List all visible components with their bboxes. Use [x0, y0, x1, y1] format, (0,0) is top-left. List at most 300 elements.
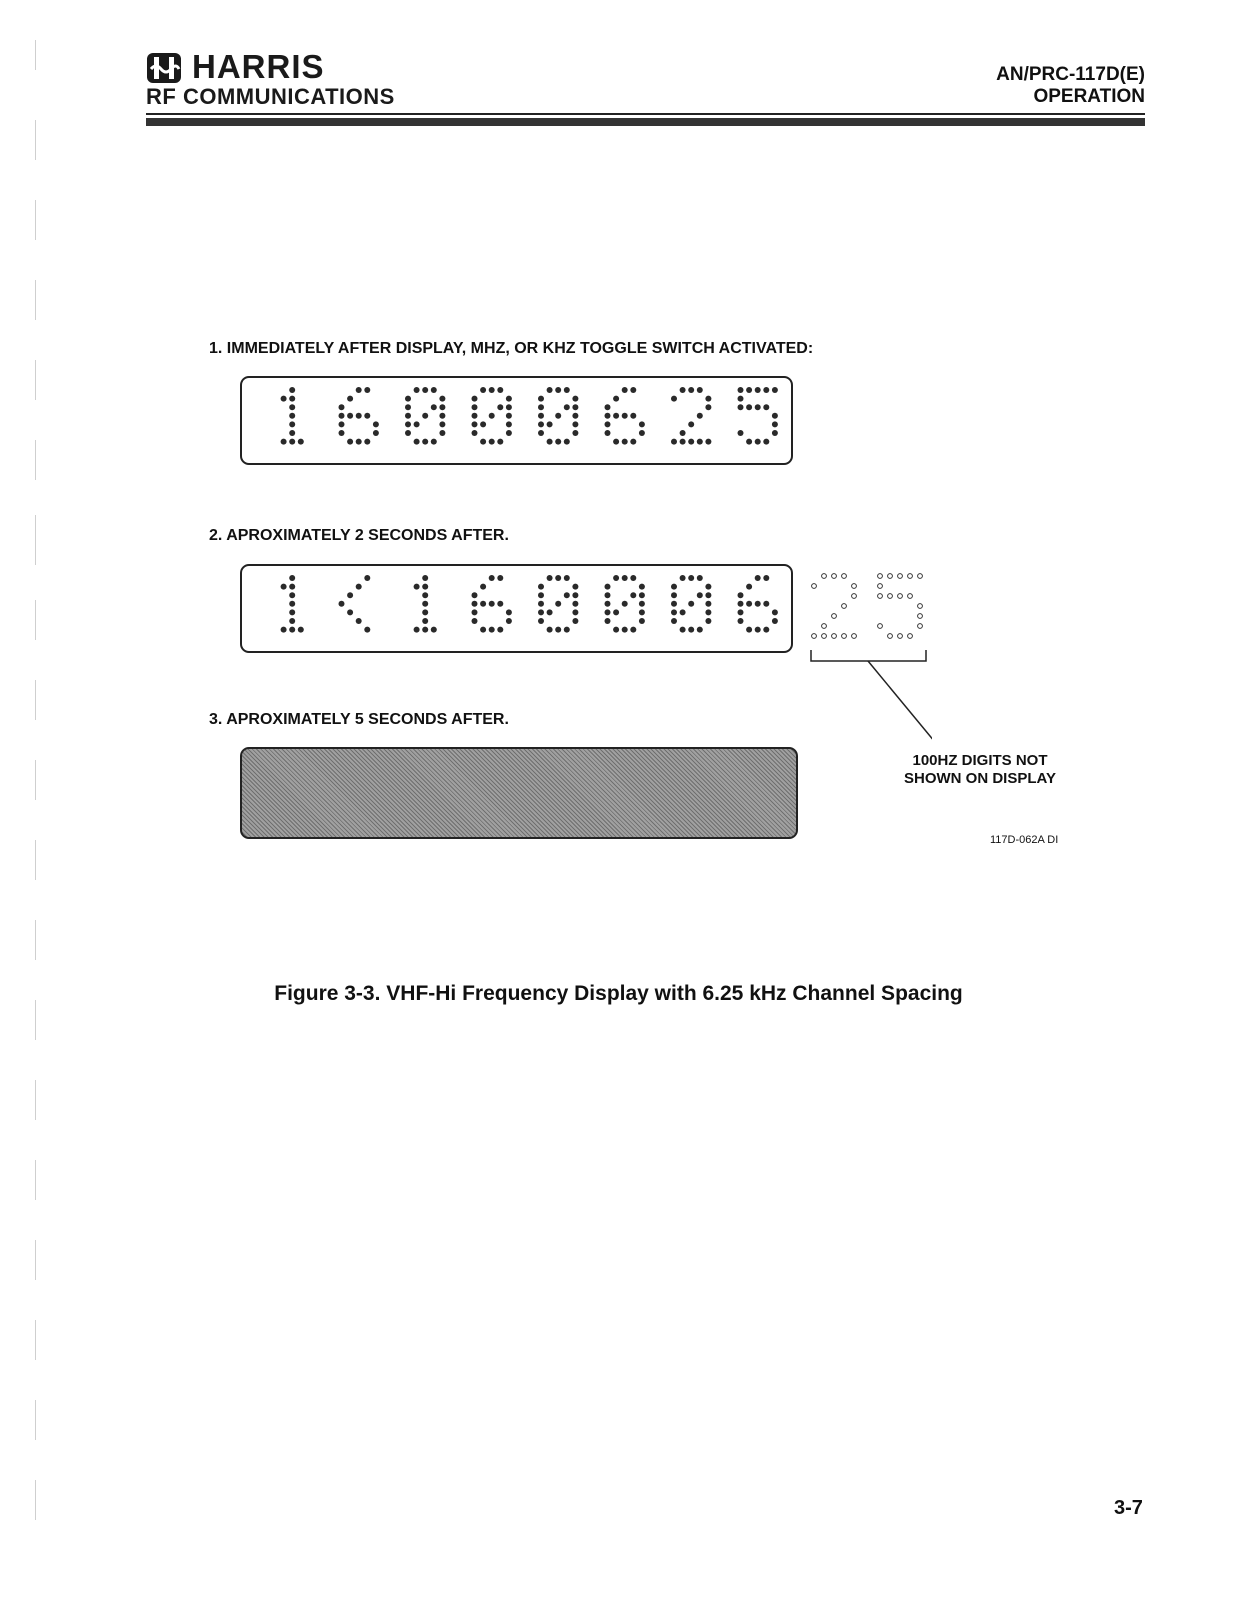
display-dot: [281, 396, 287, 402]
display-dot: [373, 421, 379, 427]
display-char-1: [414, 575, 437, 633]
display-dot: [697, 387, 703, 393]
display-dot: [547, 421, 553, 427]
callout-note-line-2: SHOWN ON DISPLAY: [904, 770, 1056, 787]
display-dot: [908, 574, 913, 579]
display-dot: [364, 627, 370, 633]
display-dot: [738, 387, 744, 393]
display-dot: [763, 601, 769, 607]
display-dot: [878, 624, 883, 629]
display-dot: [772, 609, 778, 615]
display-dot: [289, 627, 295, 633]
display-dot: [538, 601, 544, 607]
display-dot: [564, 627, 570, 633]
hidden-digits-readout: [808, 568, 936, 648]
display-dot: [705, 592, 711, 598]
display-dot: [613, 609, 619, 615]
display-dot: [555, 627, 561, 633]
display-dot: [680, 430, 686, 436]
display-dot: [697, 439, 703, 445]
company-logo: [146, 48, 436, 112]
display-dot: [414, 421, 420, 427]
display-dot: [852, 634, 857, 639]
display-dot: [878, 574, 883, 579]
display-dot: [605, 609, 611, 615]
display-dot: [680, 387, 686, 393]
display-dot: [480, 601, 486, 607]
display-dot: [497, 387, 503, 393]
display-dot: [497, 404, 503, 410]
display-dot: [572, 430, 578, 436]
display-dot: [688, 387, 694, 393]
display-dot: [538, 421, 544, 427]
display-dot: [605, 413, 611, 419]
display-dot: [497, 627, 503, 633]
display-dot: [497, 439, 503, 445]
display-dot: [289, 421, 295, 427]
display-dot: [842, 574, 847, 579]
display-char-1: [281, 387, 304, 445]
display-dot: [812, 584, 817, 589]
display-dot: [572, 609, 578, 615]
margin-mark: [35, 515, 36, 565]
display-dot: [572, 584, 578, 590]
display-dot: [852, 594, 857, 599]
display-dot: [630, 387, 636, 393]
display-dot: [347, 592, 353, 598]
display-dot: [639, 592, 645, 598]
display-dot: [755, 387, 761, 393]
display-dot: [888, 634, 893, 639]
margin-mark: [35, 440, 36, 480]
display-dot: [555, 413, 561, 419]
step-2-label: 2. APROXIMATELY 2 SECONDS AFTER.: [209, 527, 509, 544]
display-dot: [763, 387, 769, 393]
display-dot: [842, 604, 847, 609]
display-dot: [339, 413, 345, 419]
display-dot: [755, 404, 761, 410]
display-dot: [738, 609, 744, 615]
display-dot: [364, 413, 370, 419]
display-char-2: [671, 387, 711, 445]
display-dot: [772, 421, 778, 427]
display-dot: [538, 592, 544, 598]
company-division: RF COMMUNICATIONS: [146, 84, 395, 109]
display-dot: [763, 627, 769, 633]
display-dot: [680, 627, 686, 633]
display-dot: [822, 574, 827, 579]
display-dot: [705, 601, 711, 607]
display-dot: [572, 396, 578, 402]
display-dot: [405, 413, 411, 419]
display-dot: [898, 574, 903, 579]
display-dot: [738, 404, 744, 410]
display-dot: [705, 396, 711, 402]
display-dot: [289, 584, 295, 590]
display-dot: [688, 575, 694, 581]
display-dot: [347, 413, 353, 419]
display-dot: [506, 430, 512, 436]
display-dot: [613, 396, 619, 402]
display-dot: [671, 609, 677, 615]
display-dot: [738, 601, 744, 607]
display-dot: [489, 575, 495, 581]
lcd-display-step-1: [240, 376, 793, 465]
display-dot: [356, 413, 362, 419]
display-dot: [497, 575, 503, 581]
display-dot: [538, 404, 544, 410]
display-dot: [422, 575, 428, 581]
display-dot: [289, 575, 295, 581]
display-dot: [918, 624, 923, 629]
display-dot: [918, 614, 923, 619]
display-dot: [639, 601, 645, 607]
display-dot: [538, 396, 544, 402]
display-dot: [878, 594, 883, 599]
display-dot: [688, 601, 694, 607]
display-dot: [289, 439, 295, 445]
display-dot: [489, 413, 495, 419]
display-dot: [572, 618, 578, 624]
display-dot: [547, 387, 553, 393]
display-dot: [705, 584, 711, 590]
display-char-6: [472, 575, 512, 633]
header-rule-thick: [146, 118, 1145, 126]
display-dot: [671, 439, 677, 445]
display-dot: [439, 404, 445, 410]
display-dot: [746, 627, 752, 633]
display-dot: [506, 609, 512, 615]
display-dot: [639, 618, 645, 624]
display-dot: [697, 413, 703, 419]
display-dot: [671, 584, 677, 590]
display-dot: [605, 618, 611, 624]
margin-mark: [35, 840, 36, 880]
figure-caption: Figure 3-3. VHF-Hi Frequency Display with 6.25 kHz Channel Spacing: [274, 982, 963, 1005]
display-dot: [289, 609, 295, 615]
margin-mark: [35, 40, 36, 70]
display-dot: [671, 618, 677, 624]
step-3-label: 3. APROXIMATELY 5 SECONDS AFTER.: [209, 711, 509, 728]
lcd-display-step-3-blank: [240, 747, 798, 839]
display-dot: [738, 396, 744, 402]
display-dot: [347, 609, 353, 615]
display-dot: [613, 627, 619, 633]
display-dot: [705, 618, 711, 624]
display-dot: [622, 413, 628, 419]
margin-mark: [35, 200, 36, 240]
display-dot: [431, 627, 437, 633]
margin-mark: [35, 1400, 36, 1440]
display-dot: [414, 439, 420, 445]
display-dot: [480, 439, 486, 445]
display-dot: [555, 575, 561, 581]
display-dot: [547, 575, 553, 581]
display-dot: [832, 634, 837, 639]
display-dot: [572, 404, 578, 410]
display-dot: [281, 439, 287, 445]
display-dot: [339, 404, 345, 410]
display-dot: [832, 614, 837, 619]
display-dot: [705, 609, 711, 615]
margin-mark: [35, 1080, 36, 1120]
display-dot: [878, 584, 883, 589]
display-dot: [613, 439, 619, 445]
display-dot: [705, 439, 711, 445]
margin-mark: [35, 600, 36, 640]
display-dot: [439, 396, 445, 402]
display-dot: [572, 592, 578, 598]
display-dot: [639, 430, 645, 436]
display-dot: [755, 601, 761, 607]
display-dot: [812, 634, 817, 639]
display-dot: [405, 396, 411, 402]
display-dot: [480, 421, 486, 427]
display-dot: [898, 634, 903, 639]
display-dot: [480, 627, 486, 633]
display-dot: [347, 396, 353, 402]
display-dot: [888, 574, 893, 579]
display-dot: [289, 396, 295, 402]
display-dot: [746, 601, 752, 607]
margin-mark: [35, 920, 36, 960]
display-dot: [289, 592, 295, 598]
display-dot: [755, 439, 761, 445]
header-rule-thin: [146, 113, 1145, 115]
display-dot: [680, 575, 686, 581]
margin-mark: [35, 760, 36, 800]
display-dot: [639, 421, 645, 427]
display-dot: [289, 618, 295, 624]
margin-mark: [35, 1240, 36, 1280]
display-dot: [605, 404, 611, 410]
document-id-model: AN/PRC-117D(E): [996, 64, 1145, 85]
display-dot: [289, 430, 295, 436]
display-dot: [697, 627, 703, 633]
display-dot: [289, 601, 295, 607]
display-dot: [555, 387, 561, 393]
display-dot: [538, 609, 544, 615]
display-dot: [630, 439, 636, 445]
display-dot: [898, 594, 903, 599]
display-dot: [422, 601, 428, 607]
display-dot: [630, 592, 636, 598]
display-dot: [772, 387, 778, 393]
margin-mark: [35, 120, 36, 160]
display-dot: [746, 387, 752, 393]
dot-matrix-readout: [242, 566, 791, 651]
display-dot: [842, 634, 847, 639]
display-dot: [738, 430, 744, 436]
display-char-0: [405, 387, 445, 445]
display-char-0: [538, 575, 578, 633]
display-dot: [572, 421, 578, 427]
display-char-5: [738, 387, 778, 445]
display-dot: [572, 413, 578, 419]
display-dot: [538, 413, 544, 419]
display-char-<: [339, 575, 371, 633]
display-dot: [414, 627, 420, 633]
display-dot: [746, 404, 752, 410]
display-char-6: [605, 387, 645, 445]
display-dot: [555, 601, 561, 607]
display-dot: [630, 627, 636, 633]
display-dot: [630, 413, 636, 419]
display-dot: [547, 627, 553, 633]
display-dot: [738, 592, 744, 598]
step-1-label: 1. IMMEDIATELY AFTER DISPLAY, MHZ, OR KHZ TOGGLE SWITCH ACTIVATED:: [209, 340, 814, 357]
display-dot: [422, 439, 428, 445]
display-dot: [439, 413, 445, 419]
display-dot: [489, 627, 495, 633]
company-name: HARRIS: [192, 48, 325, 85]
display-dot: [422, 592, 428, 598]
display-dot: [364, 439, 370, 445]
display-dot: [489, 439, 495, 445]
display-dot: [356, 387, 362, 393]
display-dot: [364, 387, 370, 393]
display-dot: [639, 609, 645, 615]
display-dot: [339, 430, 345, 436]
display-dot: [422, 387, 428, 393]
display-dot: [364, 575, 370, 581]
display-dot: [339, 601, 345, 607]
display-dot: [908, 594, 913, 599]
display-dot: [472, 413, 478, 419]
display-dot: [439, 421, 445, 427]
display-char-1: [281, 575, 304, 633]
display-dot: [697, 575, 703, 581]
display-dot: [671, 396, 677, 402]
display-dot: [431, 387, 437, 393]
display-dot: [472, 396, 478, 402]
display-dot: [538, 584, 544, 590]
display-dot: [852, 584, 857, 589]
display-dot: [472, 430, 478, 436]
display-dot: [480, 584, 486, 590]
display-dot: [746, 584, 752, 590]
display-dot: [356, 584, 362, 590]
display-dot: [888, 594, 893, 599]
display-dot: [622, 439, 628, 445]
display-char-0: [472, 387, 512, 445]
display-dot: [538, 430, 544, 436]
display-dot: [680, 439, 686, 445]
bracket-callout: [808, 648, 932, 768]
display-dot: [405, 421, 411, 427]
margin-mark: [35, 1160, 36, 1200]
figure-code: 117D-062A DI: [990, 834, 1059, 846]
lcd-display-step-2: [240, 564, 793, 653]
display-dot: [605, 592, 611, 598]
display-dot: [822, 624, 827, 629]
display-dot: [414, 584, 420, 590]
display-dot: [622, 627, 628, 633]
display-dot: [746, 439, 752, 445]
margin-mark: [35, 1480, 36, 1520]
display-dot: [605, 421, 611, 427]
display-dot: [613, 575, 619, 581]
display-dot: [281, 627, 287, 633]
display-dot: [622, 575, 628, 581]
display-dot: [763, 575, 769, 581]
display-dot: [405, 404, 411, 410]
display-dot: [506, 618, 512, 624]
display-char-0: [605, 575, 645, 633]
display-dot: [630, 575, 636, 581]
dot-matrix-readout: [242, 378, 791, 463]
display-dot: [918, 574, 923, 579]
display-char-0: [538, 387, 578, 445]
display-dot: [289, 387, 295, 393]
display-dot: [405, 430, 411, 436]
display-dot: [547, 609, 553, 615]
display-dot: [605, 601, 611, 607]
display-dot: [414, 387, 420, 393]
display-dot: [431, 404, 437, 410]
display-dot: [298, 439, 304, 445]
display-char-0: [671, 575, 711, 633]
display-dot: [289, 404, 295, 410]
display-dot: [538, 618, 544, 624]
display-dot: [680, 609, 686, 615]
display-dot: [422, 627, 428, 633]
display-dot: [439, 430, 445, 436]
display-dot: [613, 413, 619, 419]
display-dot: [688, 439, 694, 445]
display-dot: [356, 439, 362, 445]
display-dot: [506, 396, 512, 402]
callout-note-line-1: 100HZ DIGITS NOT: [912, 752, 1048, 769]
display-dot: [356, 618, 362, 624]
display-dot: [489, 601, 495, 607]
display-dot: [472, 609, 478, 615]
display-dot: [772, 430, 778, 436]
display-dot: [480, 387, 486, 393]
display-dot: [506, 413, 512, 419]
display-dot: [506, 421, 512, 427]
display-char-6: [339, 387, 379, 445]
display-dot: [605, 584, 611, 590]
display-dot: [697, 592, 703, 598]
display-dot: [772, 413, 778, 419]
display-dot: [472, 601, 478, 607]
display-dot: [431, 439, 437, 445]
display-dot: [489, 387, 495, 393]
display-dot: [755, 627, 761, 633]
display-dot: [772, 618, 778, 624]
display-dot: [564, 387, 570, 393]
display-dot: [688, 421, 694, 427]
margin-mark: [35, 360, 36, 400]
display-dot: [555, 439, 561, 445]
display-dot: [339, 421, 345, 427]
display-dot: [547, 439, 553, 445]
display-dot: [347, 439, 353, 445]
display-dot: [639, 584, 645, 590]
display-char-2: [812, 574, 857, 639]
display-dot: [763, 404, 769, 410]
margin-mark: [35, 280, 36, 320]
display-dot: [738, 618, 744, 624]
display-dot: [564, 404, 570, 410]
display-dot: [622, 387, 628, 393]
display-char-6: [738, 575, 778, 633]
display-dot: [472, 421, 478, 427]
display-dot: [281, 584, 287, 590]
display-dot: [564, 575, 570, 581]
harris-logo-icon: [146, 52, 182, 84]
